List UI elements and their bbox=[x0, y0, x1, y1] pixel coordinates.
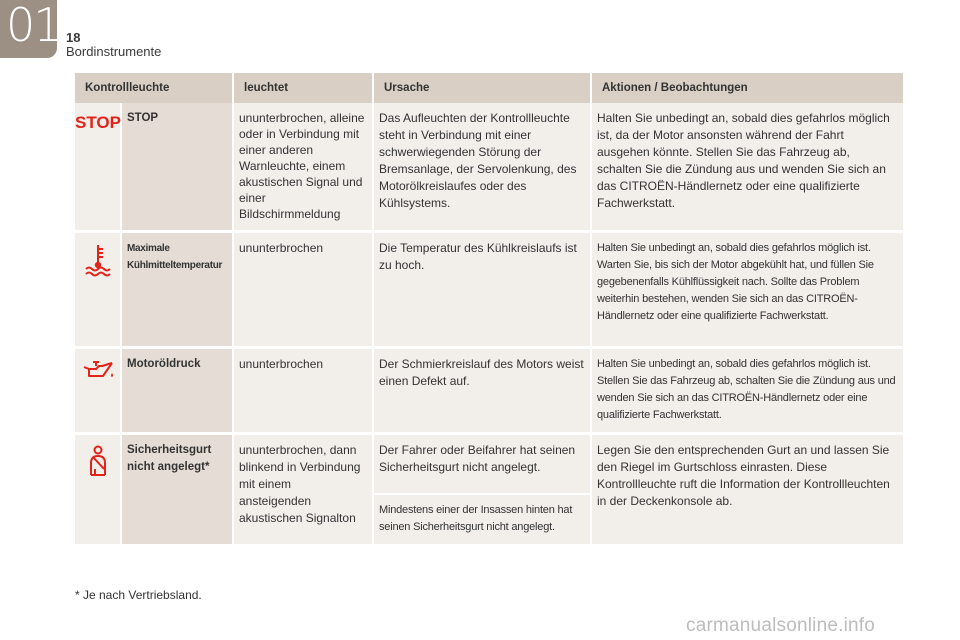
action-description: Halten Sie unbedingt an, sobald dies gefahrlos möglich ist, da der Motor ansonsten während der Fahrt ausgehen könnte. Stellen Sie das Fahrzeug ab, schalten Sie die Zündung aus und wenden Sie sich an das CITROËN-Händlernetz oder eine qualifizierte Fachwerkstatt. bbox=[591, 103, 904, 232]
oil-pressure-icon bbox=[81, 359, 115, 381]
table-row bbox=[75, 348, 904, 434]
action-description: Legen Sie den entsprechenden Gurt an und lassen Sie den Riegel im Gurtschloss einrasten. Diese Kontrollleuchte ruft die Information der Kontrollleuchten in der Deckenkonsole ab. bbox=[591, 434, 904, 546]
footnote: * Je nach Vertriebsland. bbox=[75, 588, 202, 602]
coolant-temperature-icon bbox=[83, 243, 113, 277]
page-number: 18 bbox=[66, 30, 81, 45]
table-row bbox=[75, 103, 904, 232]
cause-description: Das Aufleuchten der Kontrollleuchte steht in Verbindung mit einer schwerwiegenden Störung der Bremsanlage, der Servolenkung, des Motorölkreislaufes oder des Kühlsystems. bbox=[373, 103, 591, 232]
icon-cell bbox=[75, 103, 121, 232]
lit-description: ununterbrochen, alleine oder in Verbindung mit einer anderen Warnleuchte, einem akustischen Signal und einer Bildschirmmeldung bbox=[233, 103, 373, 232]
chapter-number: 01 bbox=[6, 0, 61, 52]
table-row bbox=[75, 434, 904, 494]
cause-description: Der Schmierkreislauf des Motors weist einen Defekt auf. bbox=[373, 348, 591, 434]
cause-description: Die Temperatur des Kühlkreislaufs ist zu hoch. bbox=[373, 232, 591, 348]
icon-cell bbox=[75, 348, 121, 434]
warning-lights-table bbox=[75, 73, 905, 547]
table-header-row bbox=[75, 73, 904, 103]
watermark: carmanualsonline.info bbox=[686, 615, 876, 636]
cause-description-rear: Mindestens einer der Insassen hinten hat seinen Sicherheitsgurt nicht angelegt. bbox=[373, 494, 591, 546]
svg-text:STOP: STOP bbox=[74, 113, 121, 132]
warning-light-name: Maximale Kühlmitteltemperatur bbox=[121, 232, 233, 348]
column-header-leuchtet: leuchtet bbox=[233, 73, 373, 103]
column-header-kontrollleuchte: Kontrollleuchte bbox=[75, 73, 233, 103]
icon-cell bbox=[75, 434, 121, 546]
warning-light-name: Motoröldruck bbox=[121, 348, 233, 434]
lit-description: ununterbrochen bbox=[233, 232, 373, 348]
icon-cell bbox=[75, 232, 121, 348]
section-title: Bordinstrumente bbox=[66, 44, 162, 59]
cause-description: Der Fahrer oder Beifahrer hat seinen Sicherheitsgurt nicht angelegt. bbox=[373, 434, 591, 494]
lit-description: ununterbrochen bbox=[233, 348, 373, 434]
chapter-tab bbox=[0, 0, 61, 58]
table-row bbox=[75, 232, 904, 348]
warning-light-name: Sicherheitsgurt nicht angelegt* bbox=[121, 434, 233, 546]
action-description: Halten Sie unbedingt an, sobald dies gefahrlos möglich ist. Stellen Sie das Fahrzeug ab, schalten Sie die Zündung aus und wenden Sie sich an das CITROËN-Händlernetz oder eine qualifizierte Fachwerkstatt. bbox=[591, 348, 904, 434]
warning-light-name: STOP bbox=[121, 103, 233, 232]
stop-warning-icon bbox=[74, 111, 121, 133]
lit-description: ununterbrochen, dann blinkend in Verbindung mit einem ansteigenden akustischen Signalton bbox=[233, 434, 373, 546]
column-header-aktionen: Aktionen / Beobachtungen bbox=[591, 73, 904, 103]
action-description: Halten Sie unbedingt an, sobald dies gefahrlos möglich ist. Warten Sie, bis sich der Motor abgekühlt hat, und füllen Sie gegebenenfalls Kühlflüssigkeit nach. Sollte das Problem weiterhin bestehen, wenden Sie sich an das CITROËN-Händlernetz oder eine qualifizierte Fachwerkstatt. bbox=[591, 232, 904, 348]
seatbelt-warning-icon bbox=[85, 445, 111, 479]
column-header-ursache: Ursache bbox=[373, 73, 591, 103]
